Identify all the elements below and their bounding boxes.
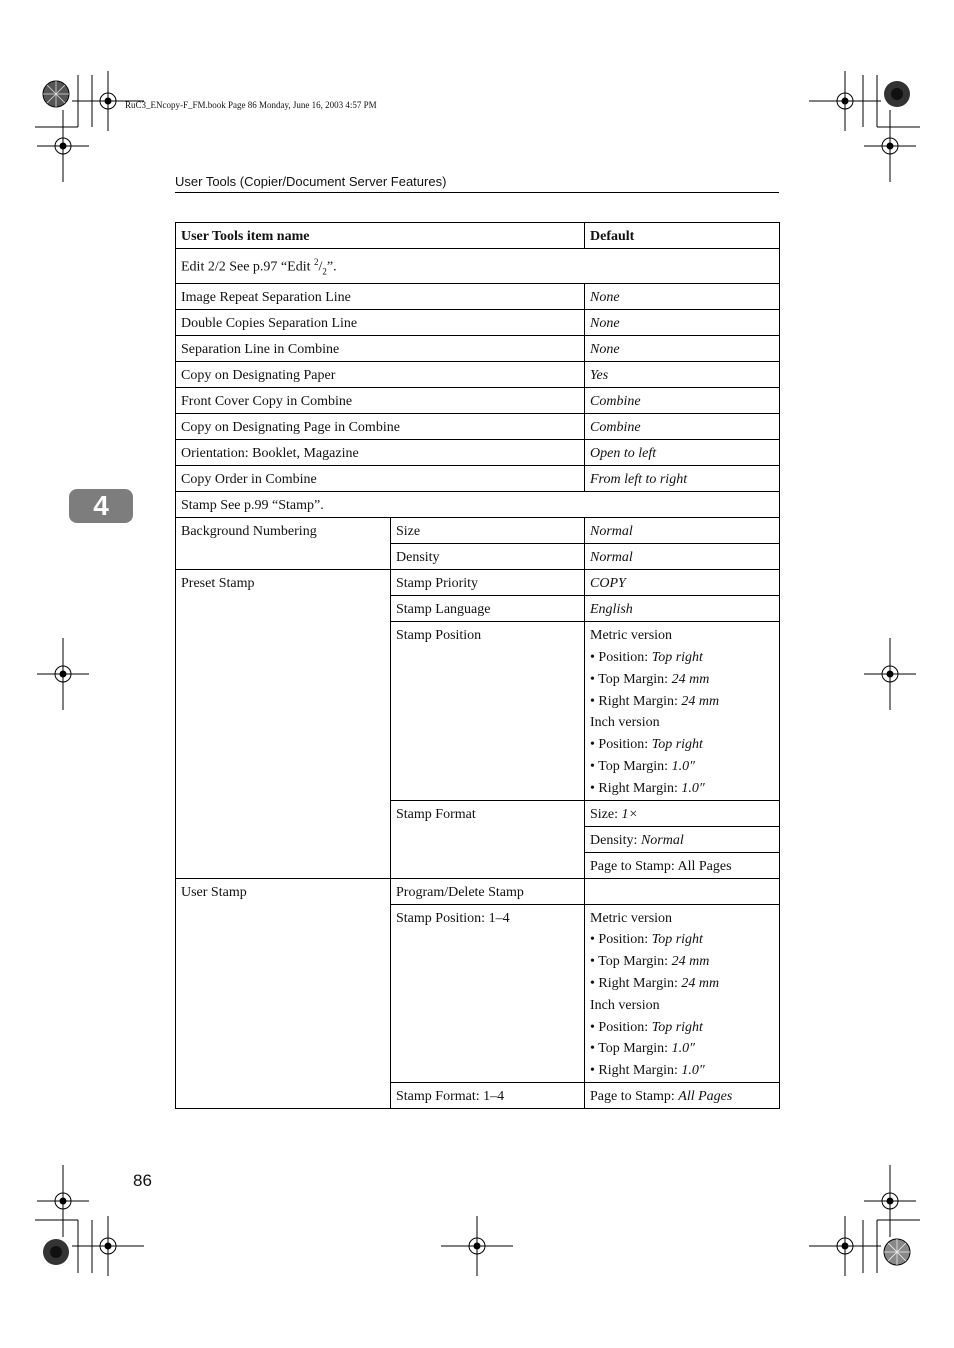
item-default: Open to left (585, 440, 780, 466)
sub-item-name: Program/Delete Stamp (391, 878, 585, 904)
sub-item-name: Stamp Position (391, 622, 585, 800)
sub-item-name: Stamp Format (391, 800, 585, 878)
item-name: Copy Order in Combine (176, 466, 585, 492)
sub-item-name: Stamp Position: 1–4 (391, 904, 585, 1082)
table-row (176, 878, 780, 904)
table-row (176, 336, 780, 362)
item-default: None (585, 284, 780, 310)
table-row (176, 440, 780, 466)
sub-item-name: Density (391, 544, 585, 570)
table-header-row (176, 223, 780, 249)
sub-item-name: Stamp Priority (391, 570, 585, 596)
section-row-edit (176, 249, 780, 284)
table-row (176, 466, 780, 492)
item-default: Normal (585, 518, 780, 544)
book-meta: RuC3_ENcopy-F_FM.book Page 86 Monday, June 16, 2003 4:57 PM (125, 100, 377, 110)
table-row (176, 518, 780, 544)
item-default: From left to right (585, 466, 780, 492)
position-defaults: Metric version • Position: Top right • Top Margin: 24 mm • Right Margin: 24 mm Inch version • Position: Top right • Top Margin: 1.0″ • Right Margin: 1.0″ (585, 904, 780, 1082)
section-stamp: Stamp See p.99 “Stamp”. (176, 492, 780, 518)
item-default: Combine (585, 414, 780, 440)
header-default: Default (585, 223, 780, 249)
sub-item-name: Stamp Format: 1–4 (391, 1083, 585, 1109)
chapter-tab: 4 (69, 489, 133, 523)
position-defaults: Metric version • Position: Top right • Top Margin: 24 mm • Right Margin: 24 mm Inch version • Position: Top right • Top Margin: 1.0″ • Right Margin: 1.0″ (585, 622, 780, 800)
section-row-stamp (176, 492, 780, 518)
item-default: COPY (585, 570, 780, 596)
item-default: Size: 1× (585, 800, 780, 826)
section-edit: Edit 2/2 See p.97 “Edit $^2/_2$”. (176, 249, 780, 284)
item-name: Front Cover Copy in Combine (176, 388, 585, 414)
item-default: Combine (585, 388, 780, 414)
item-name: User Stamp (176, 878, 391, 1108)
item-default: Page to Stamp: All Pages (585, 1083, 780, 1109)
item-default: None (585, 310, 780, 336)
table-row (176, 362, 780, 388)
item-default: Yes (585, 362, 780, 388)
item-name: Copy on Designating Page in Combine (176, 414, 585, 440)
item-default: Page to Stamp: All Pages (585, 852, 780, 878)
sub-item-name: Size (391, 518, 585, 544)
user-tools-table (175, 222, 780, 1109)
item-default (585, 878, 780, 904)
table-row (176, 414, 780, 440)
running-header: User Tools (Copier/Document Server Features) (175, 174, 447, 189)
item-name: Image Repeat Separation Line (176, 284, 585, 310)
item-name: Double Copies Separation Line (176, 310, 585, 336)
table-row (176, 284, 780, 310)
item-name: Separation Line in Combine (176, 336, 585, 362)
item-default: Density: Normal (585, 826, 780, 852)
item-name: Orientation: Booklet, Magazine (176, 440, 585, 466)
item-name: Background Numbering (176, 518, 391, 570)
item-default: None (585, 336, 780, 362)
table-row (176, 570, 780, 596)
table-row (176, 310, 780, 336)
table-row (176, 388, 780, 414)
header-item-name: User Tools item name (176, 223, 585, 249)
item-default: Normal (585, 544, 780, 570)
sub-item-name: Stamp Language (391, 596, 585, 622)
header-rule (175, 192, 779, 193)
item-default: English (585, 596, 780, 622)
item-name: Copy on Designating Paper (176, 362, 585, 388)
item-name: Preset Stamp (176, 570, 391, 878)
page-number: 86 (133, 1171, 152, 1190)
